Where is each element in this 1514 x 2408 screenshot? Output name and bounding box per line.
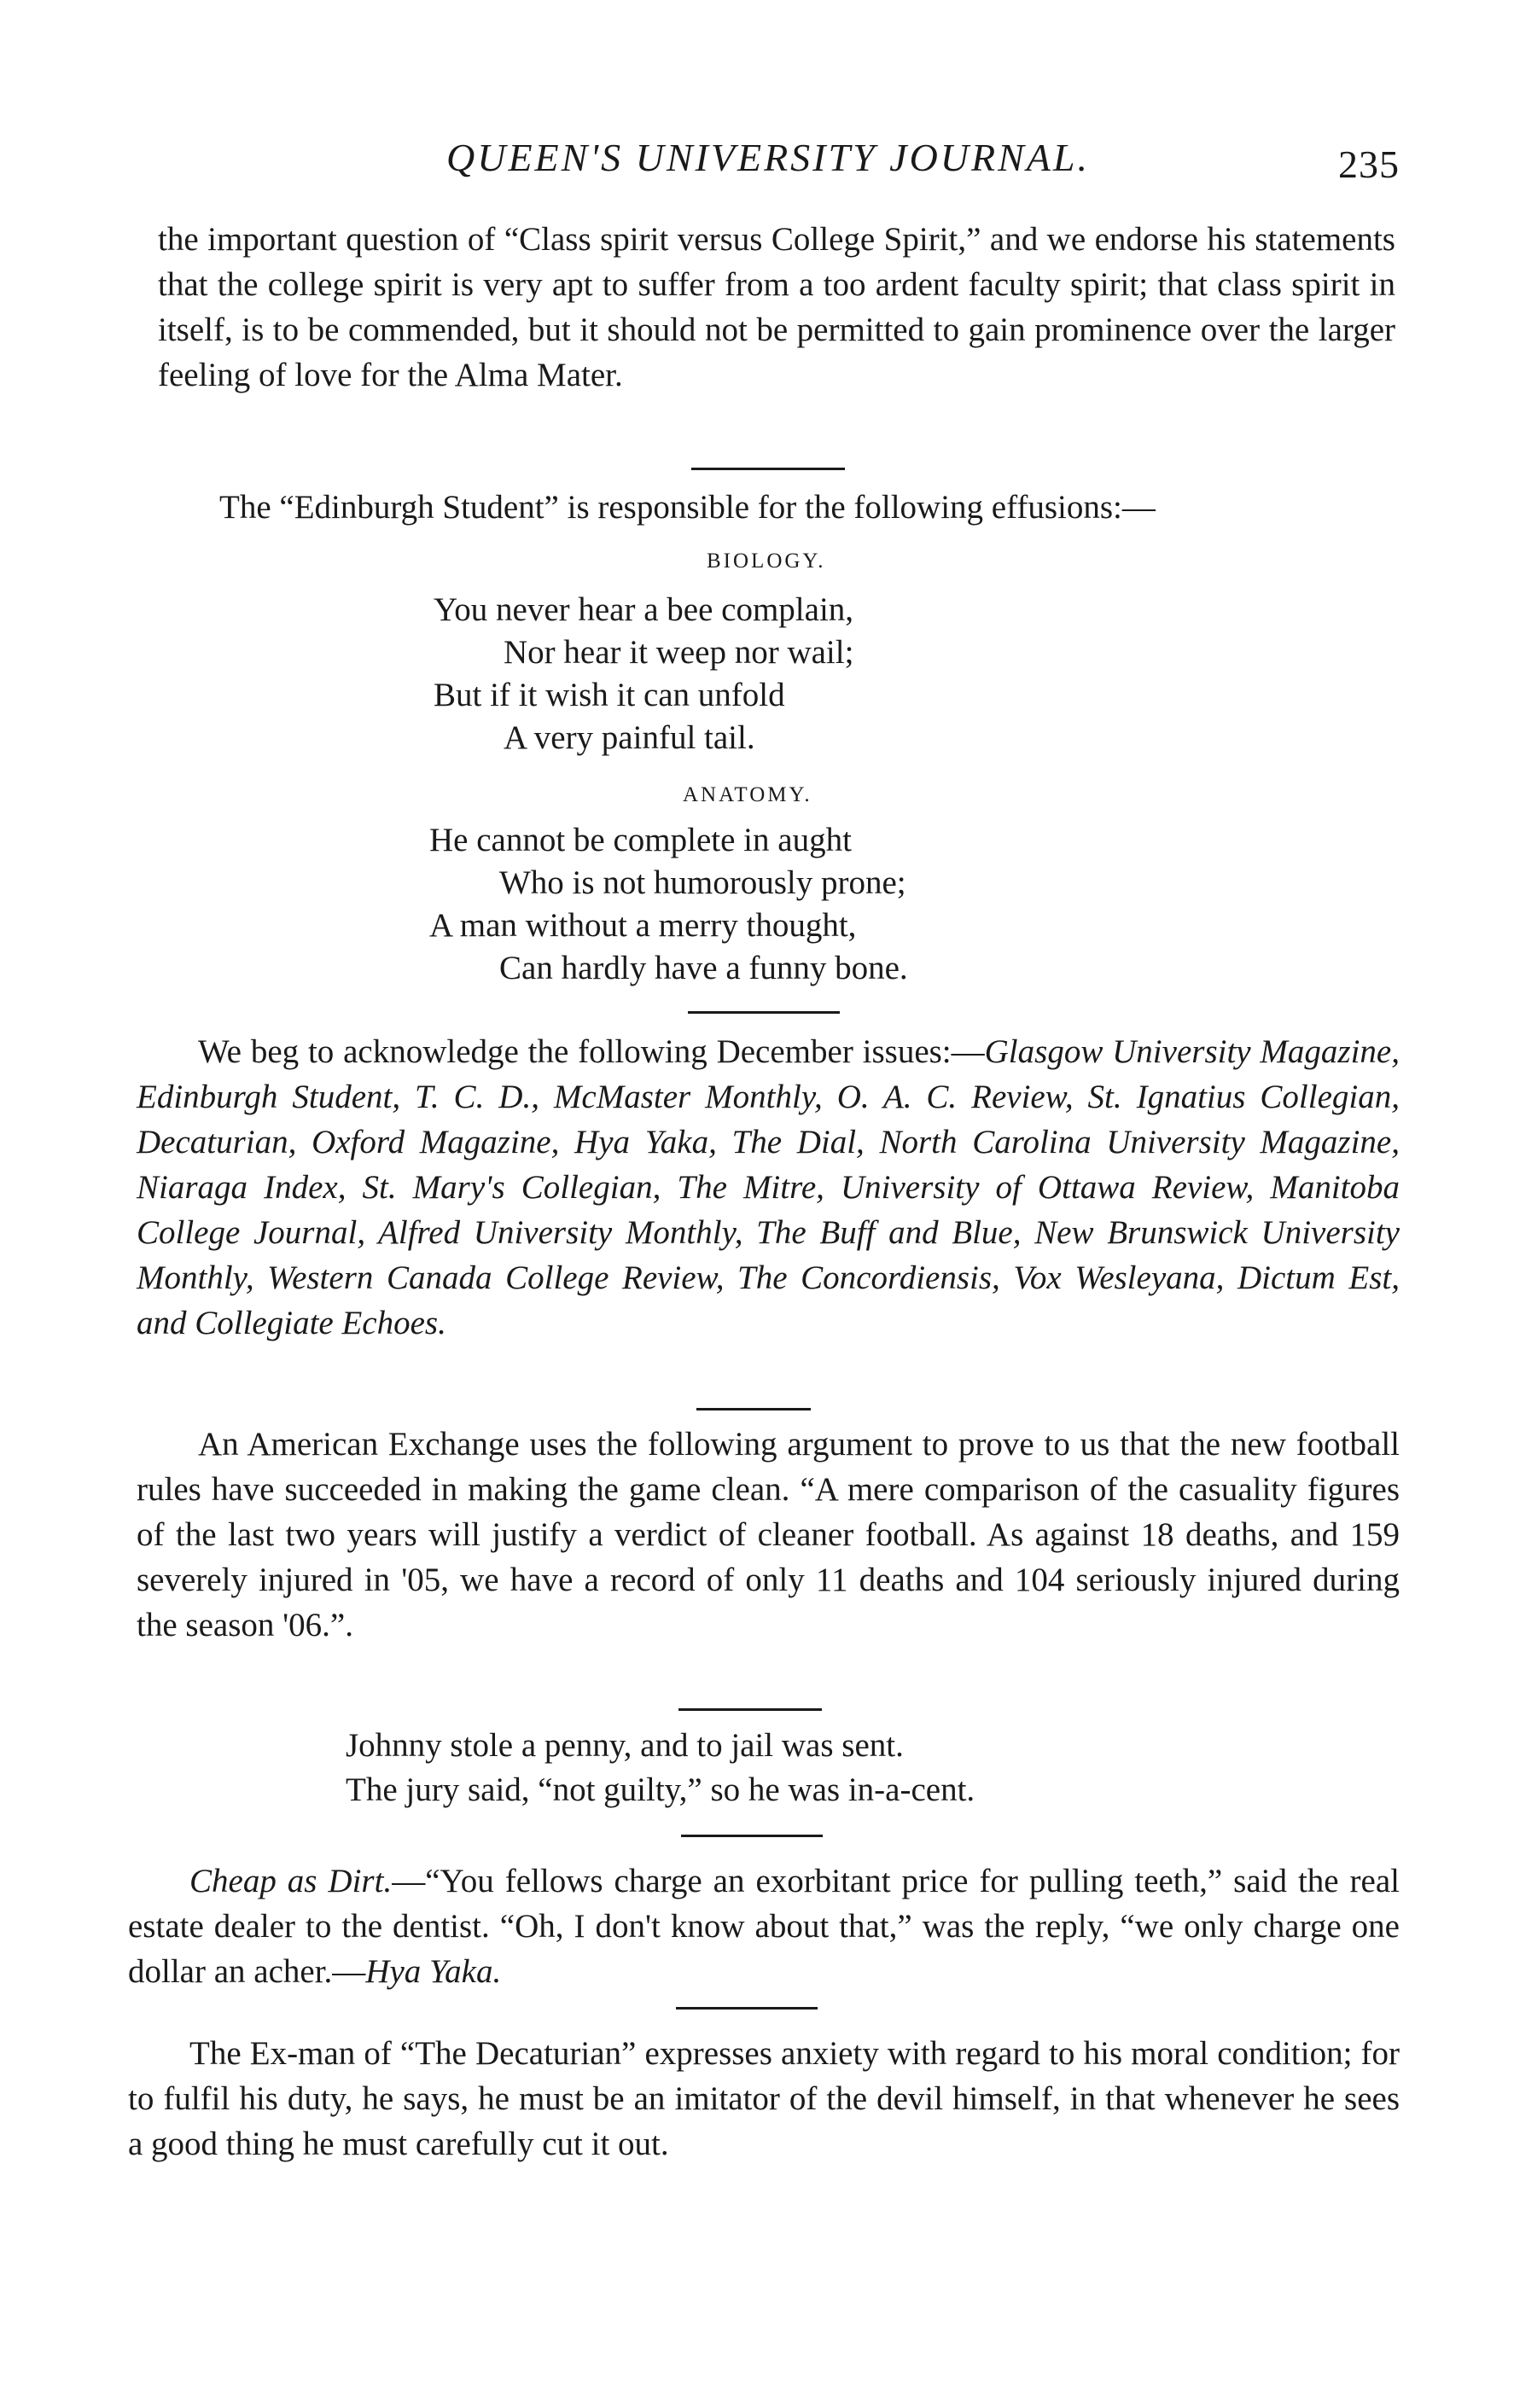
anecdote-source: Hya Yaka. bbox=[365, 1953, 502, 1990]
poem-line: A very painful tail. bbox=[504, 719, 755, 756]
section-divider bbox=[678, 1708, 822, 1711]
anecdote-title: Cheap as Dirt. bbox=[189, 1863, 393, 1899]
paragraph-decaturian: The Ex-man of “The Decaturian” expresses anxiety with regard to his moral condition; for to fulfil his duty, he says, he must be an imitator of the devil himself, in that whenever he sees a good thing he must carefully cut it out. bbox=[128, 2035, 1400, 2162]
couplet-line: The jury said, “not guilty,” so he was in-a-cent. bbox=[346, 1771, 975, 1808]
page-header bbox=[137, 135, 1400, 186]
poem-title-biology: BIOLOGY. bbox=[707, 550, 826, 573]
poem-line: Can hardly have a funny bone. bbox=[499, 950, 908, 986]
page-number: 235 bbox=[1338, 143, 1400, 186]
paragraph-class-spirit: the important question of “Class spirit versus College Spirit,” and we endorse his statements that the college spirit is very apt to suffer from a too ardent faculty spirit; that class spirit in itself, is to be commended, but it should not be permitted to gain prominence over the larger feeling of love for the Alma Mater. bbox=[158, 221, 1395, 393]
poem-line: Who is not humorously prone; bbox=[499, 864, 906, 901]
exchanges-list: Glasgow University Magazine, Edinburgh Student, T. C. D., McMaster Monthly, O. A. C. Review, St. Ignatius Collegian, Decaturian, Oxford Magazine, Hya Yaka, The Dial, North Carolina University Magazine, Niaraga Index, St. Mary's Collegian, The Mitre, University of Ottawa Review, Manitoba College Journal, Alfred University Monthly, The Buff and Blue, New Brunswick University Monthly, Western Canada College Review, The Concordiensis, Vox Wesleyana, Dictum Est, and Collegiate Echoes. bbox=[137, 1033, 1400, 1341]
section-divider bbox=[696, 1408, 811, 1410]
poem-line: You never hear a bee complain, bbox=[434, 591, 854, 628]
poem-anatomy bbox=[429, 819, 908, 990]
couplet-line: Johnny stole a penny, and to jail was sent. bbox=[346, 1727, 904, 1764]
journal-title: QUEEN'S UNIVERSITY JOURNAL. bbox=[446, 136, 1090, 179]
section-divider bbox=[676, 2007, 818, 2010]
poem-line: Nor hear it weep nor wail; bbox=[504, 634, 854, 671]
section-divider bbox=[691, 468, 845, 470]
poem-line: A man without a merry thought, bbox=[429, 907, 857, 944]
paragraph-exchanges bbox=[137, 1029, 1400, 1346]
anecdote-body: —“You fellows charge an exorbitant price for pulling teeth,” said the real estate dealer to the dentist. “Oh, I don't know about that,” was the reply, “we only charge one dollar an acher.— bbox=[128, 1863, 1400, 1990]
paragraph-cheap-as-dirt bbox=[128, 1858, 1400, 1994]
poem-title-anatomy: ANATOMY. bbox=[683, 783, 812, 806]
poem-line: But if it wish it can unfold bbox=[434, 677, 785, 713]
exchanges-lead: We beg to acknowledge the following December issues:— bbox=[198, 1033, 985, 1070]
section-divider bbox=[688, 1011, 840, 1014]
couplet-penny bbox=[346, 1724, 975, 1812]
paragraph-football: An American Exchange uses the following argument to prove to us that the new football rules have succeeded in making the game clean. “A mere comparison of the casuality figures of the last two years will justify a verdict of cleaner football. As against 18 deaths, and 159 severely injured in '05, we have a record of only 11 deaths and 104 seriously injured during the season '06.”. bbox=[137, 1426, 1400, 1643]
section-divider bbox=[681, 1835, 823, 1837]
poem-biology bbox=[434, 589, 853, 759]
paragraph-edinburgh-student: The “Edinburgh Student” is responsible for the following effusions:— bbox=[219, 489, 1156, 526]
poem-line: He cannot be complete in aught bbox=[429, 822, 852, 858]
